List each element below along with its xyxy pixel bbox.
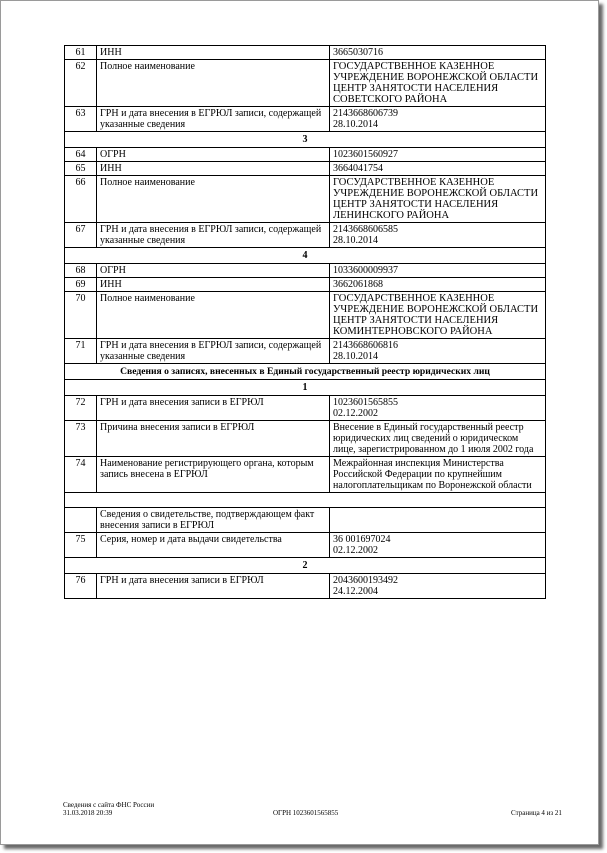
row-value: ГОСУДАРСТВЕННОЕ КАЗЕННОЕ УЧРЕЖДЕНИЕ ВОРОНЕЖСКОЙ ОБЛАСТИ ЦЕНТР ЗАНЯТОСТИ НАСЕЛЕНИЯ СОВЕТСКОГО РАЙОНА [330,60,546,107]
row-number: 71 [65,339,97,364]
row-label: Серия, номер и дата выдачи свидетельства [97,533,330,558]
row-value: 1023601565855 02.12.2002 [330,396,546,421]
row-value: 2143668606816 28.10.2014 [330,339,546,364]
section-number: 4 [65,248,546,264]
section-number-row [65,558,546,574]
row-label: ИНН [97,162,330,176]
row-label: Сведения о свидетельстве, подтверждающем факт внесения записи в ЕГРЮЛ [97,508,330,533]
row-value [330,508,546,533]
table-row [65,107,546,132]
row-number: 73 [65,421,97,457]
footer-source [63,801,154,817]
row-value: 2143668606585 28.10.2014 [330,223,546,248]
row-label: ГРН и дата внесения записи в ЕГРЮЛ [97,574,330,599]
table-row [65,60,546,107]
row-value: 2043600193492 24.12.2004 [330,574,546,599]
row-label: ГРН и дата внесения в ЕГРЮЛ записи, содержащей указанные сведения [97,339,330,364]
table-row [65,46,546,60]
row-label: Наименование регистрирующего органа, которым запись внесена в ЕГРЮЛ [97,457,330,493]
blank-cell [65,493,546,508]
footer-ogrn: ОГРН 1023601565855 [273,809,339,817]
row-label: ГРН и дата внесения в ЕГРЮЛ записи, содержащей указанные сведения [97,223,330,248]
section-number: 2 [65,558,546,574]
row-label: ГРН и дата внесения записи в ЕГРЮЛ [97,396,330,421]
row-value: 3665030716 [330,46,546,60]
row-label: Полное наименование [97,176,330,223]
row-label: ОГРН [97,264,330,278]
section-number: 1 [65,380,546,396]
row-label: ИНН [97,46,330,60]
row-value: 1033600009937 [330,264,546,278]
row-number: 66 [65,176,97,223]
row-number: 61 [65,46,97,60]
section-header: Сведения о записях, внесенных в Единый государственный реестр юридических лиц [65,364,546,380]
table-row [65,162,546,176]
row-value: 36 001697024 02.12.2002 [330,533,546,558]
row-value: Межрайонная инспекция Министерства Российской Федерации по крупнейшим налогоплательщикам по Воронежской области [330,457,546,493]
row-number: 68 [65,264,97,278]
row-label: ИНН [97,278,330,292]
table-row [65,292,546,339]
row-value: 2143668606739 28.10.2014 [330,107,546,132]
section-number-row [65,132,546,148]
row-value: 1023601560927 [330,148,546,162]
section-number-row [65,248,546,264]
section-number-row [65,380,546,396]
row-number: 63 [65,107,97,132]
row-number: 62 [65,60,97,107]
row-number: 72 [65,396,97,421]
row-number: 69 [65,278,97,292]
row-value: ГОСУДАРСТВЕННОЕ КАЗЕННОЕ УЧРЕЖДЕНИЕ ВОРОНЕЖСКОЙ ОБЛАСТИ ЦЕНТР ЗАНЯТОСТИ НАСЕЛЕНИЯ ЛЕНИНСКОГО РАЙОНА [330,176,546,223]
blank-row [65,493,546,508]
row-label: Причина внесения записи в ЕГРЮЛ [97,421,330,457]
footer-source-label: Сведения с сайта ФНС России [63,801,155,809]
table-row [65,574,546,599]
row-number: 74 [65,457,97,493]
row-label: ОГРН [97,148,330,162]
section-number: 3 [65,132,546,148]
row-number: 75 [65,533,97,558]
row-label: Полное наименование [97,292,330,339]
row-value: 3664041754 [330,162,546,176]
table-row [65,278,546,292]
table-row [65,339,546,364]
table-row [65,148,546,162]
table-row [65,421,546,457]
row-number [65,508,97,533]
row-number: 65 [65,162,97,176]
row-value: Внесение в Единый государственный реестр юридических лиц сведений о юридическом лице, зарегистрированном до 1 июля 2002 года [330,421,546,457]
table-row [65,176,546,223]
table-row [65,533,546,558]
egrul-table-body [65,46,546,599]
footer-page-number: Страница 4 из 21 [511,809,562,817]
row-number: 67 [65,223,97,248]
table-row [65,223,546,248]
row-number: 70 [65,292,97,339]
row-label: ГРН и дата внесения в ЕГРЮЛ записи, содержащей указанные сведения [97,107,330,132]
row-label: Полное наименование [97,60,330,107]
egrul-table [64,45,546,599]
table-row [65,396,546,421]
row-value: 3662061868 [330,278,546,292]
section-header-row [65,364,546,380]
footer-datetime: 31.03.2018 20:39 [63,809,113,817]
table-row [65,264,546,278]
row-number: 76 [65,574,97,599]
row-value: ГОСУДАРСТВЕННОЕ КАЗЕННОЕ УЧРЕЖДЕНИЕ ВОРОНЕЖСКОЙ ОБЛАСТИ ЦЕНТР ЗАНЯТОСТИ НАСЕЛЕНИЯ КОМИНТЕРНОВСКОГО РАЙОНА [330,292,546,339]
row-number: 64 [65,148,97,162]
table-row [65,457,546,493]
table-row [65,508,546,533]
